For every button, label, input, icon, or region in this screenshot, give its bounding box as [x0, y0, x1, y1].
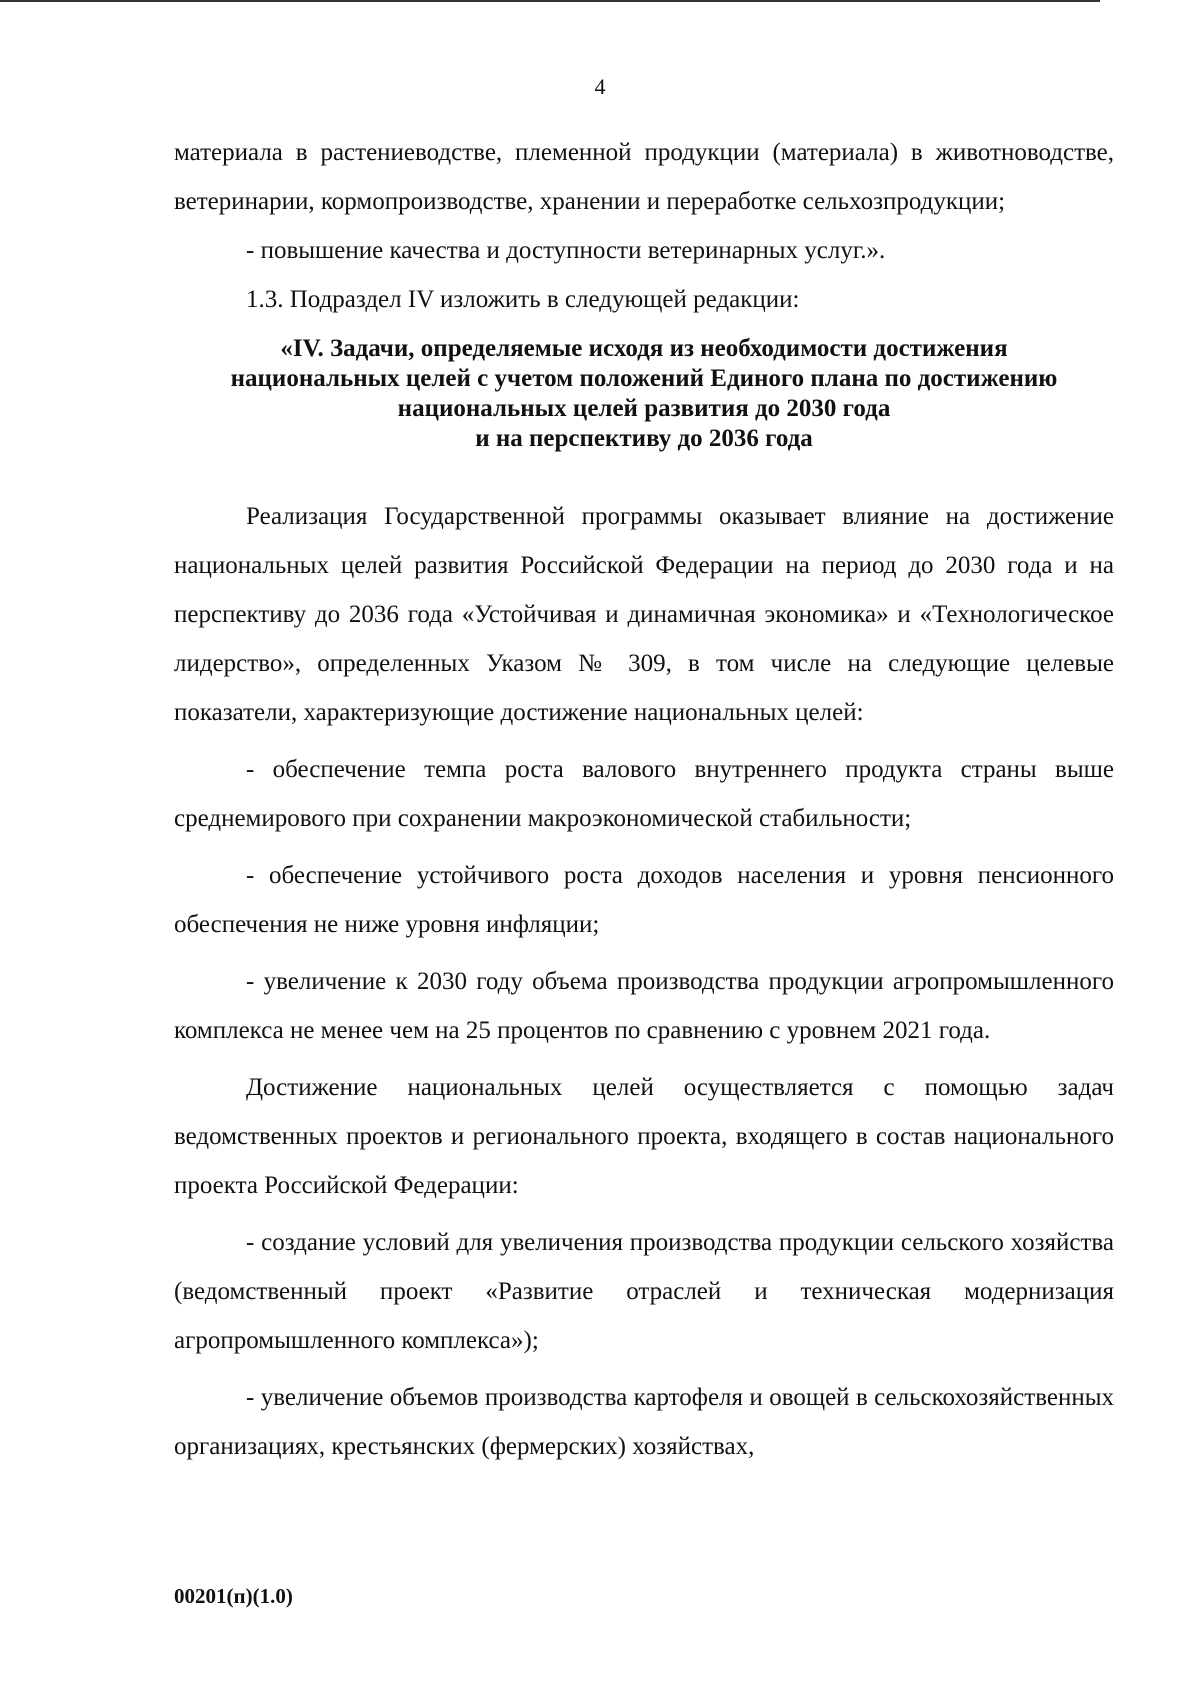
paragraph-list-item: - создание условий для увеличения производства продукции сельского хозяйства (ведомственный проект «Развитие отраслей и техническая модернизация агропромышленного комплекса»);	[174, 1229, 1114, 1354]
page-number: 4	[594, 74, 606, 99]
paragraph-achievement: Достижение национальных целей осуществляется с помощью задач ведомственных проектов и регионального проекта, входящего в состав национального проекта Российской Федерации:	[174, 1074, 1114, 1199]
heading-line: национальных целей развития до 2030 года	[397, 395, 891, 422]
section-heading	[174, 334, 1114, 454]
top-rule	[0, 0, 1100, 2]
paragraph-list-item: - обеспечение темпа роста валового внутреннего продукта страны выше среднемирового при сохранении макроэкономической стабильности;	[174, 756, 1114, 832]
paragraph-list-item: - обеспечение устойчивого роста доходов населения и уровня пенсионного обеспечения не ниже уровня инфляции;	[174, 862, 1114, 938]
document-code: 00201(п)(1.0)	[174, 1584, 293, 1608]
paragraph-continuation: материала в растениеводстве, племенной продукции (материала) в животноводстве, ветеринарии, кормопроизводстве, хранении и переработке сельхозпродукции;	[174, 139, 1114, 215]
paragraph-list-item: - повышение качества и доступности ветеринарных услуг.».	[246, 237, 886, 264]
heading-line: «IV. Задачи, определяемые исходя из необходимости достижения	[280, 335, 1008, 362]
paragraph-list-item: - увеличение к 2030 году объема производства продукции агропромышленного комплекса не менее чем на 25 процентов по сравнению с уровнем 2021 года.	[174, 968, 1114, 1044]
heading-line: национальных целей с учетом положений Единого плана по достижению	[230, 365, 1058, 392]
paragraph-amendment: 1.3. Подраздел IV изложить в следующей редакции:	[246, 286, 800, 313]
heading-line: и на перспективу до 2036 года	[475, 425, 813, 452]
paragraph-list-item: - увеличение объемов производства картофеля и овощей в сельскохозяйственных организациях, крестьянских (фермерских) хозяйствах,	[174, 1384, 1114, 1460]
paragraph-intro: Реализация Государственной программы оказывает влияние на достижение национальных целей развития Российской Федерации на период до 2030 года и на перспективу до 2036 года «Устойчивая и динамичная экономика» и «Технологическое лидерство», определенных Указом № 309, в том числе на следующие целевые показатели, характеризующие достижение национальных целей:	[174, 503, 1114, 726]
document-body	[174, 128, 1114, 1471]
